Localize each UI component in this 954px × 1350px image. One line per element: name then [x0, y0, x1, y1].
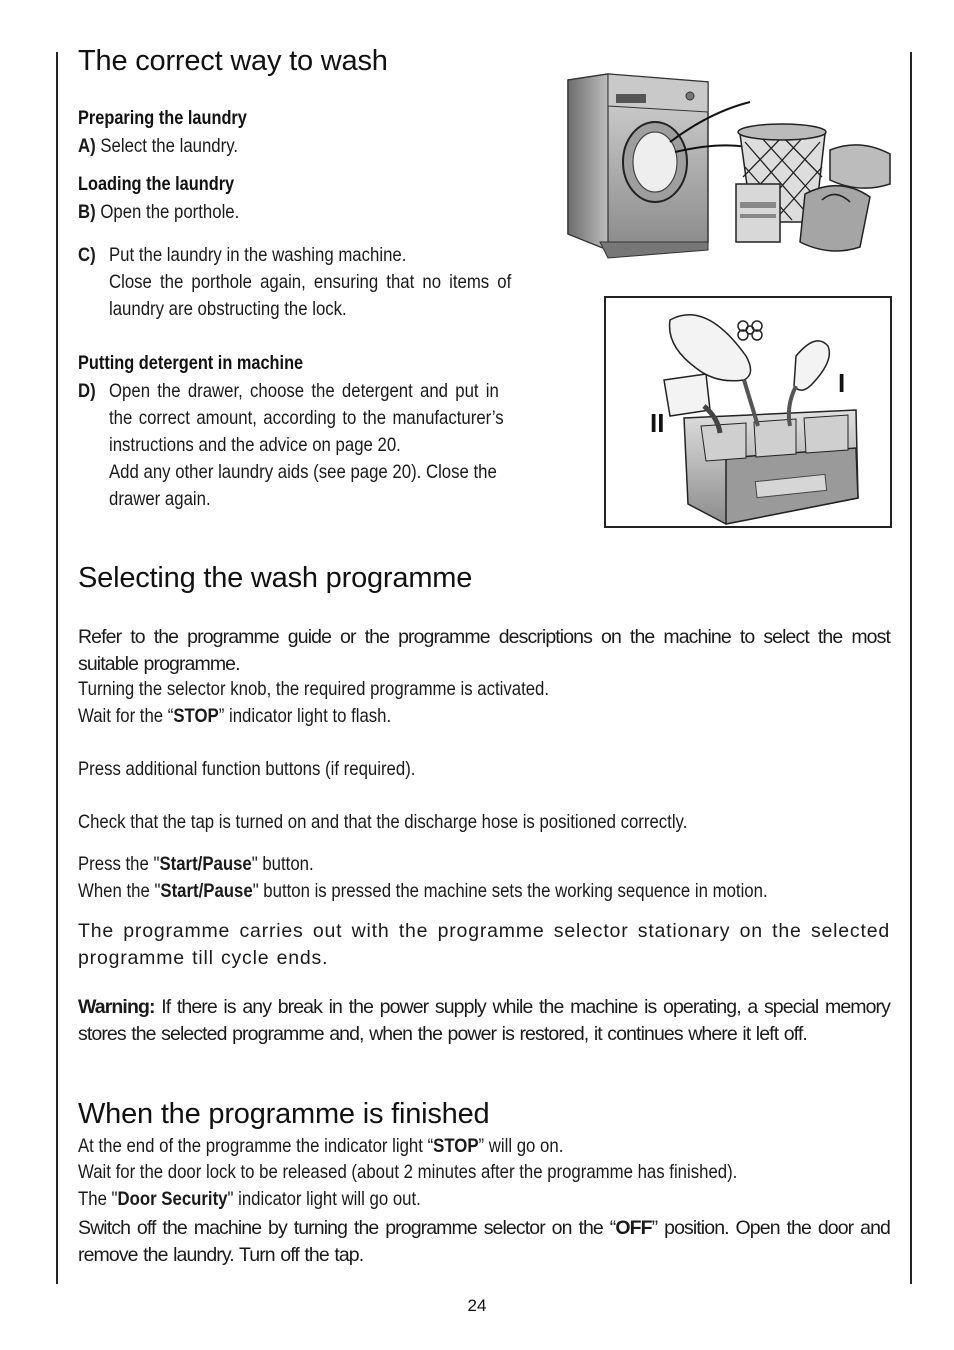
- washing-machine-laundry-image: [560, 72, 900, 262]
- right-margin-rule: [910, 52, 912, 1284]
- step-a: A) Select the laundry.: [78, 135, 239, 157]
- page-number: 24: [467, 1296, 487, 1315]
- heading-loading: Loading the laundry: [78, 174, 235, 195]
- compartment-2-label: II: [650, 408, 665, 438]
- paragraph-when-start: When the "Start/Pause" button is pressed the machine sets the working sequence in motion.: [78, 880, 768, 902]
- step-b: B) Open the porthole.: [78, 201, 240, 223]
- paragraph-door-lock: Wait for the door lock to be released (about 2 minutes after the programme has finished).: [78, 1161, 738, 1183]
- paragraph-door-security: The "Door Security" indicator light will go out.: [78, 1188, 421, 1210]
- section-title-finished: When the programme is finished: [78, 1098, 490, 1130]
- paragraph-refer: Refer to the programme guide or the programme descriptions on the machine to select the most suitable programme.: [78, 626, 890, 675]
- section-title-selecting: Selecting the wash programme: [78, 562, 473, 594]
- paragraph-selector-stationary: The programme carries out with the programme selector stationary on the selected programme till cycle ends.: [78, 920, 890, 969]
- washing-machine-illustration: [560, 72, 900, 262]
- paragraph-wait-stop: Wait for the “STOP” indicator light to flash.: [78, 705, 392, 727]
- paragraph-check-tap: Check that the tap is turned on and that the discharge hose is positioned correctly.: [78, 811, 688, 833]
- step-d-line3: instructions and the advice on page 20.: [109, 434, 401, 456]
- step-c-line2: Close the porthole again, ensuring that no items of: [109, 271, 512, 293]
- paragraph-press-start: Press the "Start/Pause" button.: [78, 853, 314, 875]
- step-c-label: C): [78, 244, 96, 266]
- step-d-line1: Open the drawer, choose the detergent and put in: [109, 380, 499, 402]
- step-c-line1: Put the laundry in the washing machine.: [109, 244, 407, 266]
- paragraph-end-stop: At the end of the programme the indicator light “STOP” will go on.: [78, 1135, 564, 1157]
- step-d-line2: the correct amount, according to the manufacturer’s: [109, 407, 504, 429]
- step-d-line4: Add any other laundry aids (see page 20). Close the: [109, 461, 497, 483]
- step-d-label: D): [78, 380, 96, 402]
- compartment-1-label: I: [838, 368, 846, 398]
- section-title-correct-way: The correct way to wash: [78, 45, 388, 77]
- paragraph-switch-off: Switch off the machine by turning the programme selector on the “OFF” position. Open the door and remove the laundry. Turn off the tap.: [78, 1217, 890, 1266]
- left-margin-rule: [56, 52, 58, 1284]
- detergent-drawer-illustration: [604, 296, 892, 528]
- paragraph-additional: Press additional function buttons (if required).: [78, 758, 416, 780]
- paragraph-warning: Warning: If there is any break in the power supply while the machine is operating, a special memory stores the selected programme and, when the power is restored, it continues where it left off.: [78, 996, 890, 1045]
- heading-detergent: Putting detergent in machine: [78, 353, 304, 374]
- detergent-drawer-image: [606, 298, 890, 526]
- step-c-line3: laundry are obstructing the lock.: [109, 298, 347, 320]
- heading-preparing: Preparing the laundry: [78, 108, 247, 129]
- step-d-line5: drawer again.: [109, 488, 211, 510]
- paragraph-turning: Turning the selector knob, the required programme is activated.: [78, 678, 550, 700]
